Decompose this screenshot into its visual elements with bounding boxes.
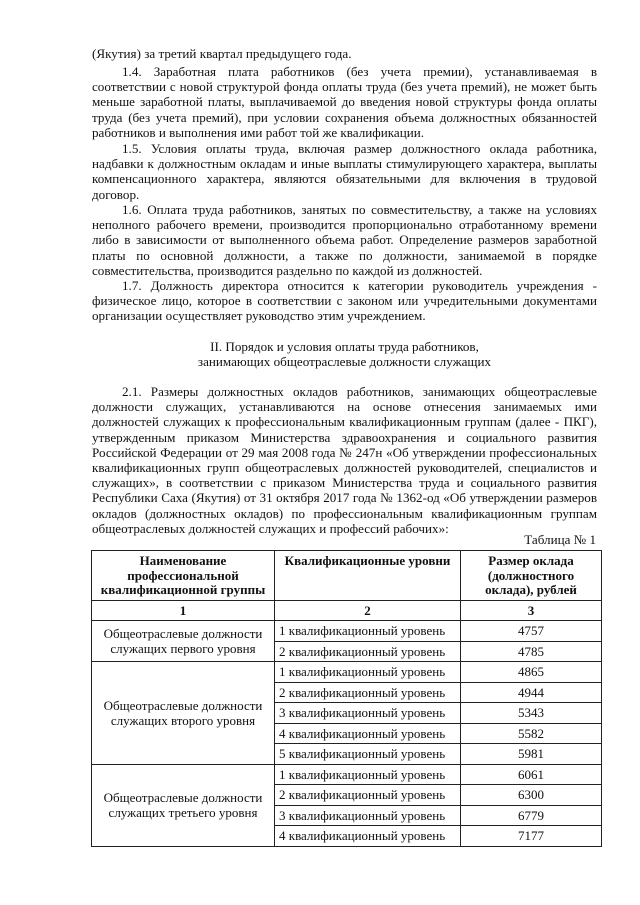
group-name-cell: Общеотраслевые должности служащих третьего уровня [92, 764, 275, 846]
level-cell: 3 квалификационный уровень [275, 703, 461, 724]
level-cell: 2 квалификационный уровень [275, 641, 461, 662]
section-heading-line2: занимающих общеотраслевые должности служащих [197, 354, 492, 369]
group-name-cell: Общеотраслевые должности служащих первого уровня [92, 621, 275, 662]
level-cell: 1 квалификационный уровень [275, 764, 461, 785]
level-cell: 2 квалификационный уровень [275, 682, 461, 703]
table-row [92, 764, 602, 785]
table-caption: Таблица № 1 [524, 532, 596, 547]
level-cell: 3 квалификационный уровень [275, 805, 461, 826]
paragraph-1-6: 1.6. Оплата труда работников, занятых по совместительству, а также на условиях неполного рабочего времени, производится пропорционально отработанному времени либо в зависимости от выполненного объема работ. Определение размеров заработной платы по основной должности, а также по должности, занимаемой в порядке совместительства, производится раздельно по каждой из должностей. [92, 202, 597, 278]
salary-table [91, 550, 602, 847]
level-cell: 2 квалификационный уровень [275, 785, 461, 806]
section-heading-line1: II. Порядок и условия оплаты труда работников, [210, 339, 479, 354]
header-levels: Квалификационные уровни [275, 551, 461, 601]
salary-cell: 6300 [461, 785, 602, 806]
level-cell: 4 квалификационный уровень [275, 723, 461, 744]
salary-cell: 4944 [461, 682, 602, 703]
table-row [92, 662, 602, 683]
salary-cell: 5343 [461, 703, 602, 724]
salary-cell: 7177 [461, 826, 602, 847]
salary-cell: 5981 [461, 744, 602, 765]
level-cell: 1 квалификационный уровень [275, 662, 461, 683]
column-number-row [92, 600, 602, 621]
level-cell: 4 квалификационный уровень [275, 826, 461, 847]
salary-cell: 5582 [461, 723, 602, 744]
header-salary: Размер оклада (должностного оклада), рублей [461, 551, 602, 601]
column-number: 1 [92, 600, 275, 621]
paragraph-1-4: 1.4. Заработная плата работников (без учета премии), устанавливаемая в соответствии с новой структурой фонда оплаты труда (без учета премий), не может быть меньше заработной платы, выплачиваемой до введения новой структуры фонда оплаты труда (без учета премий), при условии сохранения объема должностных обязанностей работников и выполнения ими работ той же квалификации. [92, 64, 597, 140]
paragraph-1-7: 1.7. Должность директора относится к категории руководитель учреждения - физическое лицо, которое в соответствии с законом или учредительными документами организации осуществляет руководство этим учреждением. [92, 278, 597, 324]
table-header-row [92, 551, 602, 601]
group-name-cell: Общеотраслевые должности служащих второго уровня [92, 662, 275, 765]
salary-cell: 4757 [461, 621, 602, 642]
column-number: 3 [461, 600, 602, 621]
level-cell: 1 квалификационный уровень [275, 621, 461, 642]
column-number: 2 [275, 600, 461, 621]
salary-cell: 4865 [461, 662, 602, 683]
salary-cell: 4785 [461, 641, 602, 662]
paragraph-intro-end: (Якутия) за третий квартал предыдущего года. [92, 46, 352, 61]
salary-cell: 6779 [461, 805, 602, 826]
paragraph-2-1: 2.1. Размеры должностных окладов работников, занимающих общеотраслевые должности служащих, устанавливаются на основе отнесения занимаемых ими должностей служащих к профессиональным квалификационным группам (далее - ПКГ), утвержденным приказом Министерства здравоохранения и социального развития Российской Федерации от 29 мая 2008 года № 247н «Об утверждении профессиональных квалификационных групп общеотраслевых должностей руководителей, специалистов и служащих», в соответствии с приказом Министерства труда и социального развития Республики Саха (Якутия) от 31 октября 2017 года № 1362-од «Об утверждении размеров окладов (должностных окладов) по профессиональным квалификационным группам общеотраслевых должностей служащих и профессий рабочих»: [92, 384, 597, 536]
table-row [92, 621, 602, 642]
level-cell: 5 квалификационный уровень [275, 744, 461, 765]
salary-cell: 6061 [461, 764, 602, 785]
paragraph-1-5: 1.5. Условия оплаты труда, включая размер должностного оклада работника, надбавки к должностным окладам и иные выплаты стимулирующего характера, выплаты компенсационного характера, являются обязательными для включения в трудовой договор. [92, 141, 597, 202]
header-group-name: Наименование профессиональной квалификационной группы [92, 551, 275, 601]
